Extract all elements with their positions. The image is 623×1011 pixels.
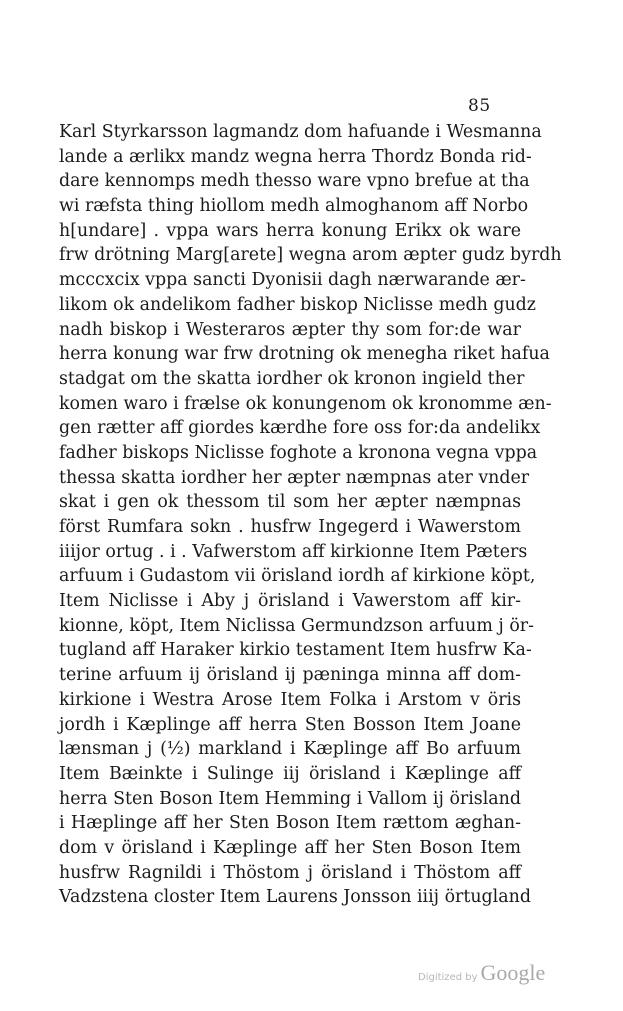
text-line: lande a ærlikx mandz wegna herra Thordz Bonda rid- — [59, 146, 532, 167]
text-line: frw drötning Marg[arete] wegna arom æpter gudz byrdh — [59, 245, 562, 266]
text-line: mcccxcix vppa sancti Dyonisii dagh nærwarande ær- — [59, 270, 526, 291]
text-line: lænsman j (½) markland i Kæplinge aff Bo arfuum — [59, 739, 521, 760]
text-line: kirkione i Westra Arose Item Folka i Arstom v öris — [59, 689, 521, 710]
text-line: wi ræfsta thing hiollom medh almoghanom aff Norbo — [59, 196, 529, 217]
text-line: gen rætter aff giordes kærdhe fore oss for:da andelikx — [59, 418, 541, 439]
text-line: dare kennomps medh thesso ware vpno brefue at tha — [59, 171, 530, 192]
text-line: skat i gen ok thessom til som her æpter næmpnas — [59, 492, 521, 513]
text-line: arfuum i Gudastom vii örisland iordh af kirkione köpt, — [59, 566, 536, 587]
text-line: h[undare] . vppa wars herra konung Erikx ok ware — [59, 220, 521, 241]
text-line: tugland aff Haraker kirkio testament Item husfrw Ka- — [59, 640, 532, 661]
body-text — [59, 120, 562, 910]
text-line: Karl Styrkarsson lagmandz dom hafuande i Wesmanna — [59, 122, 542, 142]
text-line: Item Bæinkte i Sulinge iij örisland i Kæplinge aff — [59, 763, 521, 784]
text-line: Vadzstena closter Item Laurens Jonsson iiij örtugland — [59, 887, 531, 908]
text-line: i Hæplinge aff her Sten Boson Item rættom æghan- — [59, 813, 521, 834]
text-line: iiijor ortug . i . Vafwerstom aff kirkionne Item Pæters — [59, 541, 528, 562]
text-line: stadgat om the skatta iordher ok kronon ingield ther — [59, 368, 525, 389]
text-line: likom ok andelikom fadher biskop Niclisse medh gudz — [59, 294, 536, 315]
digitized-by-watermark — [418, 960, 545, 986]
text-line: fadher biskops Niclisse foghote a kronona vegna vppa — [59, 442, 538, 463]
text-line: Item Niclisse i Aby j örisland i Vawerstom aff kir- — [59, 591, 521, 612]
text-line: terine arfuum ij örisland ij pæninga minna aff dom- — [59, 665, 521, 686]
digitized-label: Digitized by — [418, 972, 478, 983]
text-line: jordh i Kæplinge aff herra Sten Bosson Item Joane — [59, 714, 521, 735]
text-line: nadh biskop i Westeraros æpter thy som for:de war — [59, 319, 521, 340]
text-line: dom v örisland i Kæplinge aff her Sten Boson Item — [59, 837, 521, 858]
text-line: först Rumfara sokn . husfrw Ingegerd i Wawerstom — [59, 517, 521, 537]
google-logo: Google — [480, 960, 546, 985]
text-line: herra konung war frw drotning ok menegha riket hafua — [59, 344, 550, 365]
text-line: komen waro i frælse ok konungenom ok kronomme æn- — [59, 393, 552, 414]
text-line: herra Sten Boson Item Hemming i Vallom ij örisland — [59, 788, 521, 809]
text-line: kionne, köpt, Item Niclissa Germundzson arfuum j ör- — [59, 615, 534, 636]
page-number: 85 — [468, 96, 491, 116]
text-line: thessa skatta iordher her æpter næmpnas ater vnder — [59, 467, 530, 488]
text-line: husfrw Ragnildi i Thöstom j örisland i Thöstom aff — [59, 862, 521, 883]
